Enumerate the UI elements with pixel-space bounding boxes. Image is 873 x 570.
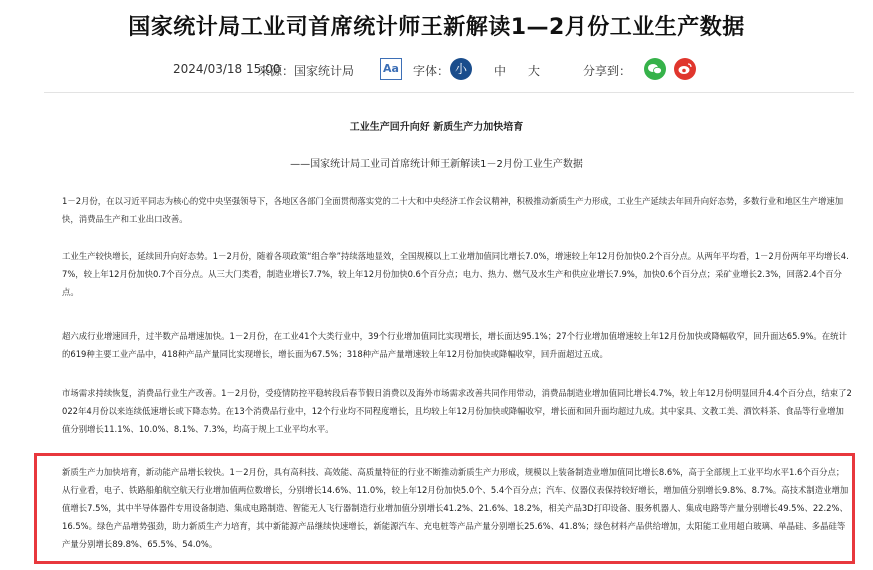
font-size-small-button[interactable]: 小 <box>450 58 472 80</box>
weibo-glyph <box>674 58 696 80</box>
wechat-glyph <box>644 58 666 80</box>
article-source: 来源：国家统计局 <box>258 64 355 78</box>
wechat-share-icon[interactable] <box>644 58 666 80</box>
font-toggle-icon[interactable]: Aa <box>380 58 402 80</box>
article-subheading: 工业生产回升向好 新质生产力加快培育 <box>349 122 524 133</box>
article-paragraph-highlighted: 新质生产力加快培育，新动能产品增长较快。1－2月份，具有高科技、高效能、高质量特征的行业不断推动新质生产力形成，规模以上装备制造业增加值同比增长8.6%，高于全部规上工业平均水平1.6个百分点；从行业看，电子、铁路船舶航空航天行业增加值两位数增长，分别增长14.6%、11.0%，较上年12月份加快5.0个、5.4个百分点；汽车、仪器仪表保持较好增长，增加值分别增长9.8%、8.7%。高技术制造业增加值增长7.5%，其中半导体器件专用设备制造、集成电路制造、智能无人飞行器制造行业增加值分别增长41.2%、21.6%、18.2%，相关产品3D打印设备、服务机器人、集成电路等产量分别增长49.5%、22.2%、16.5%。绿色产品增势强劲，助力新质生产力培育，其中新能源产品继续快速增长，新能源汽车、充电桩等产品产量分别增长25.6%、41.8%；绿色材料产品供给增加，太阳能工业用超白玻璃、单晶硅、多晶硅等产量分别增长89.8%、65.5%、54.0%。 <box>62 467 849 549</box>
header-divider <box>44 92 854 93</box>
article-paragraph: 市场需求持续恢复，消费品行业生产改善。1－2月份，受疫情防控平稳转段后春节假日消费以及海外市场需求改善共同作用带动，消费品制造业增加值同比增长4.7%，较上年12月份明显回升4.4个百分点，结束了2022年4月份以来连续低速增长或下降态势。在13个消费品行业中，12个行业均不同程度增长，且均较上年12月份加快或降幅收窄，增长面和回升面均超过九成。其中家具、文教工美、酒饮料茶、食品等行业增加值分别增长11.1%、10.0%、8.1%、7.3%，均高于规上工业平均水平。 <box>62 388 852 434</box>
article-paragraph: 工业生产较快增长，延续回升向好态势。1－2月份，随着各项政策“组合拳”持续落地显效，全国规模以上工业增加值同比增长7.0%，增速较上年12月份加快0.2个百分点。从两年平均看，1－2月份两年平均增长4.7%，较上年12月份加快0.7个百分点。从三大门类看，制造业增长7.7%，较上年12月份加快0.6个百分点；电力、热力、燃气及水生产和供应业增长7.9%，加快0.6个百分点；采矿业增长2.3%，回落2.4个百分点。 <box>62 251 849 297</box>
font-size-medium-button[interactable]: 中 <box>494 64 507 78</box>
weibo-share-icon[interactable] <box>674 58 696 80</box>
share-label: 分享到： <box>583 64 632 78</box>
article-byline: ——国家统计局工业司首席统计师王新解读1－2月份工业生产数据 <box>290 159 583 170</box>
font-size-large-button[interactable]: 大 <box>528 64 541 78</box>
article-paragraph: 1－2月份，在以习近平同志为核心的党中央坚强领导下，各地区各部门全面贯彻落实党的二十大和中央经济工作会议精神，积极推动新质生产力形成，工业生产延续去年回升向好态势，多数行业和地区生产增速加快，消费品生产和工业出口改善。 <box>62 196 844 224</box>
article-paragraph: 超六成行业增速回升，过半数产品增速加快。1－2月份，在工业41个大类行业中，39个行业增加值同比实现增长，增长面达95.1%；27个行业增加值增速较上年12月份加快或降幅收窄，回升面达65.9%。在统计的619种主要工业产品中，418种产品产量同比实现增长，增长面为67.5%；318种产品产量增速较上年12月份加快或降幅收窄，回升面超过五成。 <box>62 331 847 359</box>
font-size-label: 字体： <box>413 64 450 78</box>
highlight-box <box>34 453 855 564</box>
page-title: 国家统计局工业司首席统计师王新解读1—2月份工业生产数据 <box>128 15 745 40</box>
article-meta-bar <box>0 58 873 82</box>
publish-date: 2024/03/18 15:00 <box>173 62 281 76</box>
